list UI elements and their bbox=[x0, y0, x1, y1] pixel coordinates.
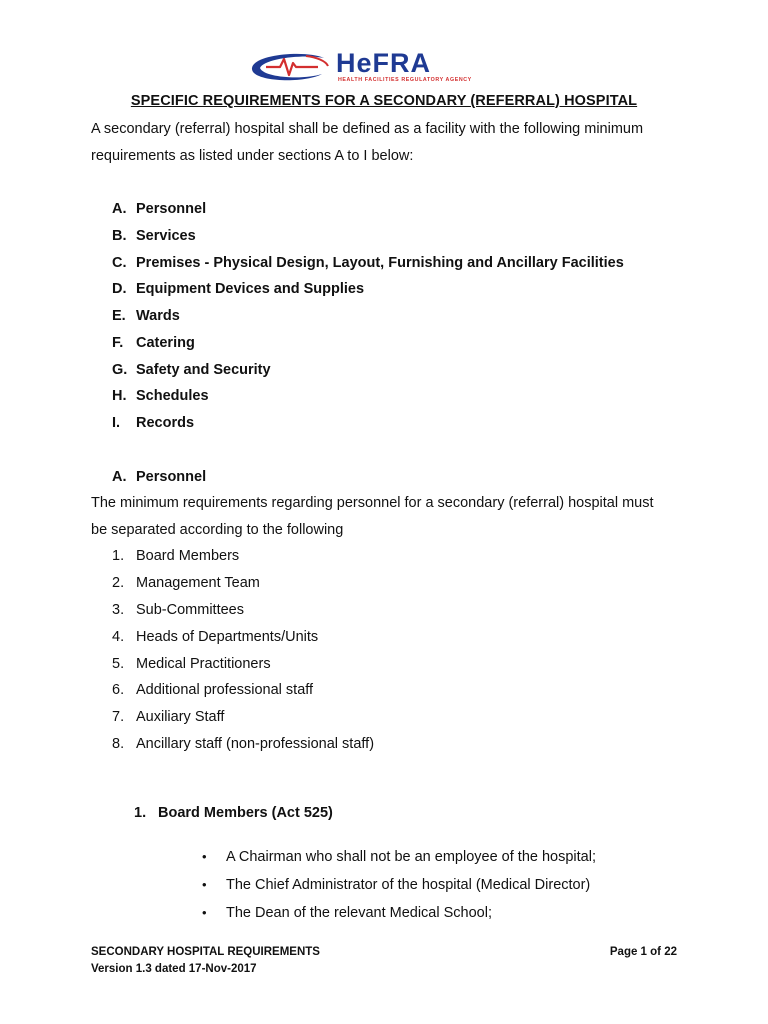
list-number: 4. bbox=[112, 628, 125, 645]
list-item bbox=[112, 543, 374, 570]
intro-paragraph bbox=[91, 116, 691, 170]
bullet-item bbox=[202, 844, 596, 872]
list-item bbox=[112, 597, 374, 624]
personnel-heading-marker: A. bbox=[112, 469, 127, 485]
list-item bbox=[112, 677, 374, 704]
section-item bbox=[112, 330, 624, 357]
section-label: Schedules bbox=[136, 388, 209, 405]
section-label: Safety and Security bbox=[136, 361, 271, 378]
section-label: Personnel bbox=[136, 201, 207, 217]
intro-line-2: requirements as listed under sections A to I below: bbox=[91, 148, 414, 164]
bullet-item bbox=[202, 872, 596, 900]
list-number: 8. bbox=[112, 736, 125, 753]
board-heading-number: 1. bbox=[134, 805, 147, 821]
section-marker: F. bbox=[112, 334, 124, 351]
section-item bbox=[112, 410, 624, 437]
personnel-line-2: be separated according to the following bbox=[91, 522, 344, 538]
personnel-heading-label: Personnel bbox=[136, 469, 207, 485]
section-item bbox=[112, 383, 624, 410]
personnel-paragraph bbox=[91, 490, 691, 544]
list-label: Board Members bbox=[136, 548, 240, 564]
personnel-list bbox=[112, 543, 374, 758]
list-label: Management Team bbox=[136, 574, 260, 591]
bullet-text: The Dean of the relevant Medical School; bbox=[226, 905, 492, 921]
footer-version: Version 1.3 dated 17-Nov-2017 bbox=[91, 963, 257, 975]
section-label: Equipment Devices and Supplies bbox=[136, 281, 365, 298]
section-item bbox=[112, 303, 624, 330]
list-label: Heads of Departments/Units bbox=[136, 628, 319, 645]
section-label: Premises - Physical Design, Layout, Furnishing and Ancillary Facilities bbox=[136, 254, 624, 271]
section-marker: D. bbox=[112, 281, 127, 298]
section-item bbox=[112, 223, 624, 250]
list-label: Additional professional staff bbox=[136, 682, 314, 699]
list-number: 6. bbox=[112, 682, 125, 699]
section-marker: E. bbox=[112, 308, 126, 324]
list-number: 5. bbox=[112, 655, 125, 672]
list-item bbox=[112, 624, 374, 651]
list-label: Sub-Committees bbox=[136, 601, 244, 618]
list-item bbox=[112, 651, 374, 678]
list-number: 1. bbox=[112, 548, 125, 564]
bullet-text: A Chairman who shall not be an employee of the hospital; bbox=[226, 849, 596, 865]
personnel-line-1: The minimum requirements regarding personnel for a secondary (referral) hospital must bbox=[91, 495, 654, 511]
section-marker: B. bbox=[112, 227, 127, 244]
section-item bbox=[112, 357, 624, 384]
section-item bbox=[112, 276, 624, 303]
sections-list bbox=[112, 196, 624, 437]
footer-left bbox=[91, 944, 320, 978]
section-label: Wards bbox=[136, 308, 180, 324]
section-marker: A. bbox=[112, 201, 127, 217]
section-marker: C. bbox=[112, 254, 127, 271]
personnel-heading bbox=[112, 464, 206, 490]
section-label: Services bbox=[136, 227, 196, 244]
hefra-logo bbox=[246, 48, 522, 84]
footer-doc-name: SECONDARY HOSPITAL REQUIREMENTS bbox=[91, 946, 320, 958]
section-marker: G. bbox=[112, 361, 128, 378]
bullet-icon: • bbox=[202, 905, 207, 920]
section-item bbox=[112, 250, 624, 277]
board-members-list bbox=[202, 844, 596, 928]
list-label: Medical Practitioners bbox=[136, 655, 271, 672]
bullet-item bbox=[202, 900, 596, 928]
bullet-icon: • bbox=[202, 849, 207, 864]
footer-page-number: Page 1 of 22 bbox=[609, 946, 677, 958]
section-label: Records bbox=[136, 415, 195, 431]
bullet-text: The Chief Administrator of the hospital (Medical Director) bbox=[226, 877, 591, 893]
section-label: Catering bbox=[136, 334, 195, 351]
document-title: SPECIFIC REQUIREMENTS FOR A SECONDARY (REFERRAL) HOSPITAL bbox=[130, 93, 638, 109]
list-number: 2. bbox=[112, 574, 125, 591]
list-number: 3. bbox=[112, 601, 125, 618]
list-item bbox=[112, 704, 374, 731]
board-members-heading bbox=[134, 800, 333, 826]
bullet-icon: • bbox=[202, 877, 207, 892]
logo-tagline: HEALTH FACILITIES REGULATORY AGENCY bbox=[338, 77, 472, 83]
list-item bbox=[112, 731, 374, 758]
section-marker: I. bbox=[112, 415, 121, 431]
logo-wordmark: HeFRA bbox=[336, 48, 432, 78]
list-label: Ancillary staff (non-professional staff) bbox=[136, 736, 375, 753]
section-item bbox=[112, 196, 624, 223]
list-label: Auxiliary Staff bbox=[136, 709, 225, 726]
board-heading-label: Board Members (Act 525) bbox=[158, 805, 333, 821]
list-number: 7. bbox=[112, 709, 125, 726]
section-marker: H. bbox=[112, 388, 127, 405]
list-item bbox=[112, 570, 374, 597]
intro-line-1: A secondary (referral) hospital shall be defined as a facility with the following minimum bbox=[91, 121, 644, 137]
